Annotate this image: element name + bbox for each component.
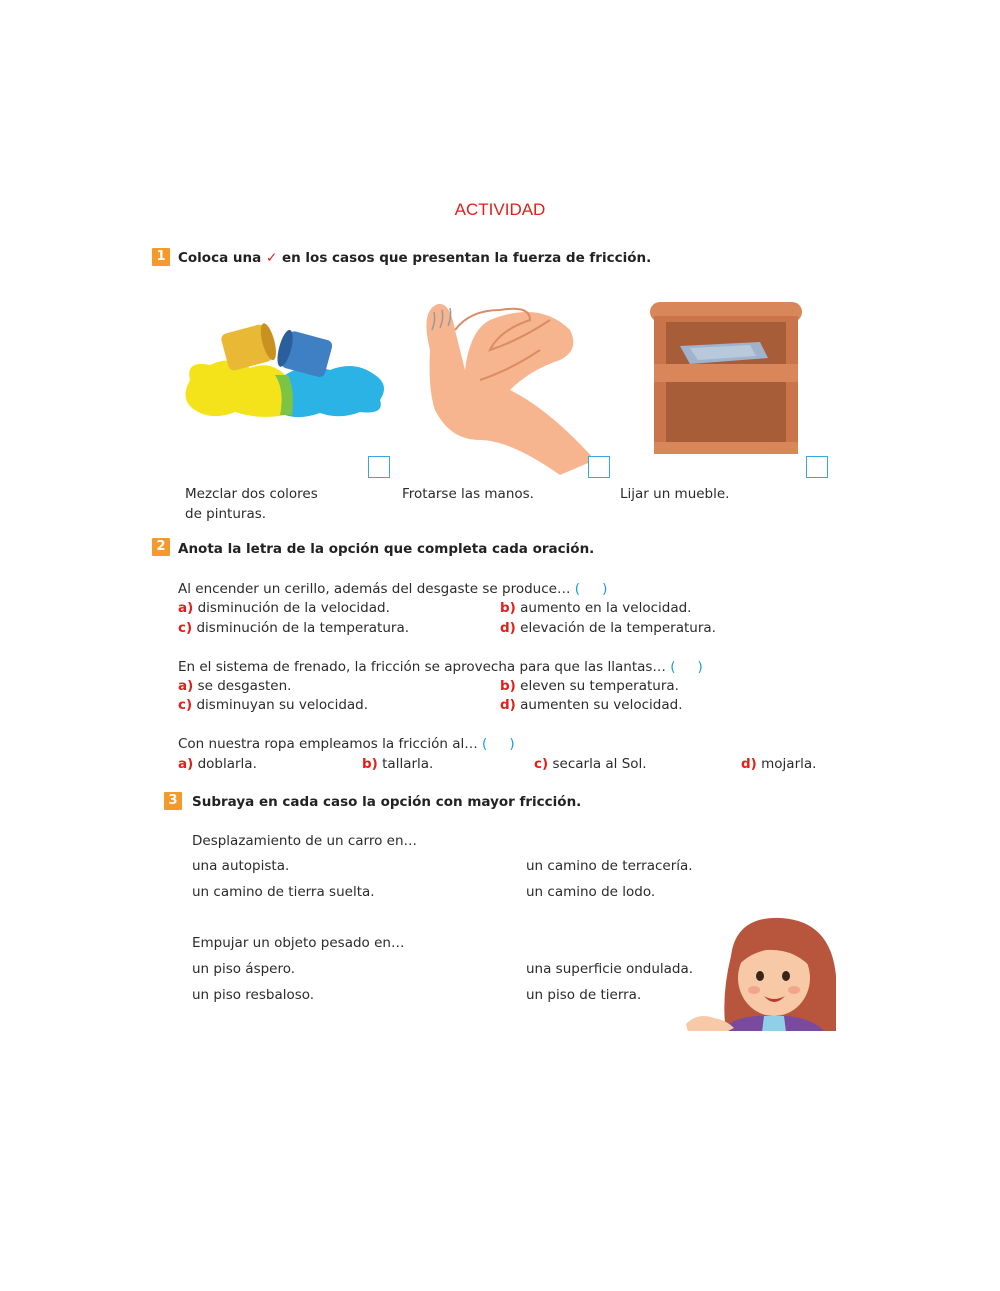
group-2-option[interactable]: un piso resbaloso. <box>192 987 315 1003</box>
option-q3-b <box>362 756 433 772</box>
option-letter: a) <box>178 678 194 694</box>
option-letter: b) <box>362 756 378 772</box>
question-2 <box>178 659 703 675</box>
group-2-option[interactable]: un piso de tierra. <box>526 987 642 1003</box>
option-q2-a <box>178 678 291 694</box>
section-1-heading-start: Coloca una <box>178 250 262 266</box>
section-1-heading-end: en los casos que presentan la fuerza de fricción. <box>281 250 652 266</box>
option-text: disminución de la temperatura. <box>196 620 410 636</box>
checkbox-mix-paint[interactable] <box>368 456 390 478</box>
option-letter: d) <box>741 756 757 772</box>
section-3-badge: 3 <box>164 792 182 810</box>
shelf-furniture-icon <box>650 302 802 454</box>
answer-paren-open: ( <box>574 581 581 597</box>
option-q2-b <box>500 678 679 694</box>
question-1 <box>178 581 607 597</box>
question-2-prompt: En el sistema de frenado, la fricción se aprovecha para que las llantas… <box>178 659 666 675</box>
option-letter: d) <box>500 620 516 636</box>
answer-paren-close: ) <box>697 659 703 675</box>
option-letter: b) <box>500 600 516 616</box>
option-q3-a <box>178 756 257 772</box>
group-1-option[interactable]: un camino de lodo. <box>526 884 656 900</box>
option-text: aumenten su velocidad. <box>520 697 683 713</box>
option-text: se desgasten. <box>197 678 292 694</box>
option-q2-c <box>178 697 368 713</box>
option-q1-b <box>500 600 691 616</box>
option-letter: d) <box>500 697 516 713</box>
option-q1-d <box>500 620 716 636</box>
option-text: eleven su temperatura. <box>520 678 679 694</box>
question-3 <box>178 736 515 752</box>
option-q3-c <box>534 756 647 772</box>
group-1-option[interactable]: un camino de tierra suelta. <box>192 884 375 900</box>
group-1-prompt: Desplazamiento de un carro en… <box>192 833 418 849</box>
section-2-heading: Anota la letra de la opción que completa cada oración. <box>178 541 595 557</box>
option-text: secarla al Sol. <box>552 756 647 772</box>
caption-sand-furniture: Lijar un mueble. <box>620 486 730 502</box>
option-letter: c) <box>178 697 193 713</box>
check-mark-icon: ✓ <box>265 250 278 266</box>
group-2-prompt: Empujar un objeto pesado en… <box>192 935 405 951</box>
checkbox-rub-hands[interactable] <box>588 456 610 478</box>
option-text: doblarla. <box>197 756 257 772</box>
option-q2-d <box>500 697 683 713</box>
answer-paren-close: ) <box>602 581 608 597</box>
group-1-option[interactable]: una autopista. <box>192 858 290 874</box>
section-3-heading: Subraya en cada caso la opción con mayor fricción. <box>192 794 582 810</box>
option-letter: a) <box>178 756 194 772</box>
option-letter: a) <box>178 600 194 616</box>
group-2-option[interactable]: una superficie ondulada. <box>526 961 694 977</box>
group-1-option[interactable]: un camino de terracería. <box>526 858 693 874</box>
group-2-option[interactable]: un piso áspero. <box>192 961 296 977</box>
option-text: disminución de la velocidad. <box>197 600 390 616</box>
option-q3-d <box>741 756 816 772</box>
caption-mix-paint <box>185 484 318 524</box>
option-letter: c) <box>178 620 193 636</box>
option-text: tallarla. <box>382 756 434 772</box>
section-1-badge: 1 <box>152 248 170 266</box>
option-text: aumento en la velocidad. <box>520 600 692 616</box>
question-1-prompt: Al encender un cerillo, además del desgaste se produce… <box>178 581 571 597</box>
section-2-badge: 2 <box>152 538 170 556</box>
checkbox-sand-furniture[interactable] <box>806 456 828 478</box>
option-q1-c <box>178 620 409 636</box>
girl-character-icon <box>686 916 838 1032</box>
caption-mix-paint-line2: de pinturas. <box>185 506 267 522</box>
page-title: ACTIVIDAD <box>454 200 546 219</box>
section-1-heading <box>178 250 651 266</box>
option-q1-a <box>178 600 390 616</box>
option-letter: b) <box>500 678 516 694</box>
option-text: disminuyan su velocidad. <box>196 697 369 713</box>
question-3-prompt: Con nuestra ropa empleamos la fricción al… <box>178 736 478 752</box>
paint-cans-icon <box>180 320 390 430</box>
answer-paren-open: ( <box>482 736 488 752</box>
rubbing-hands-icon <box>410 290 600 475</box>
option-letter: c) <box>534 756 549 772</box>
option-text: mojarla. <box>761 756 817 772</box>
caption-rub-hands: Frotarse las manos. <box>402 486 534 502</box>
answer-paren-open: ( <box>670 659 676 675</box>
answer-paren-close: ) <box>509 736 515 752</box>
caption-mix-paint-line1: Mezclar dos colores <box>185 486 318 502</box>
option-text: elevación de la temperatura. <box>520 620 716 636</box>
